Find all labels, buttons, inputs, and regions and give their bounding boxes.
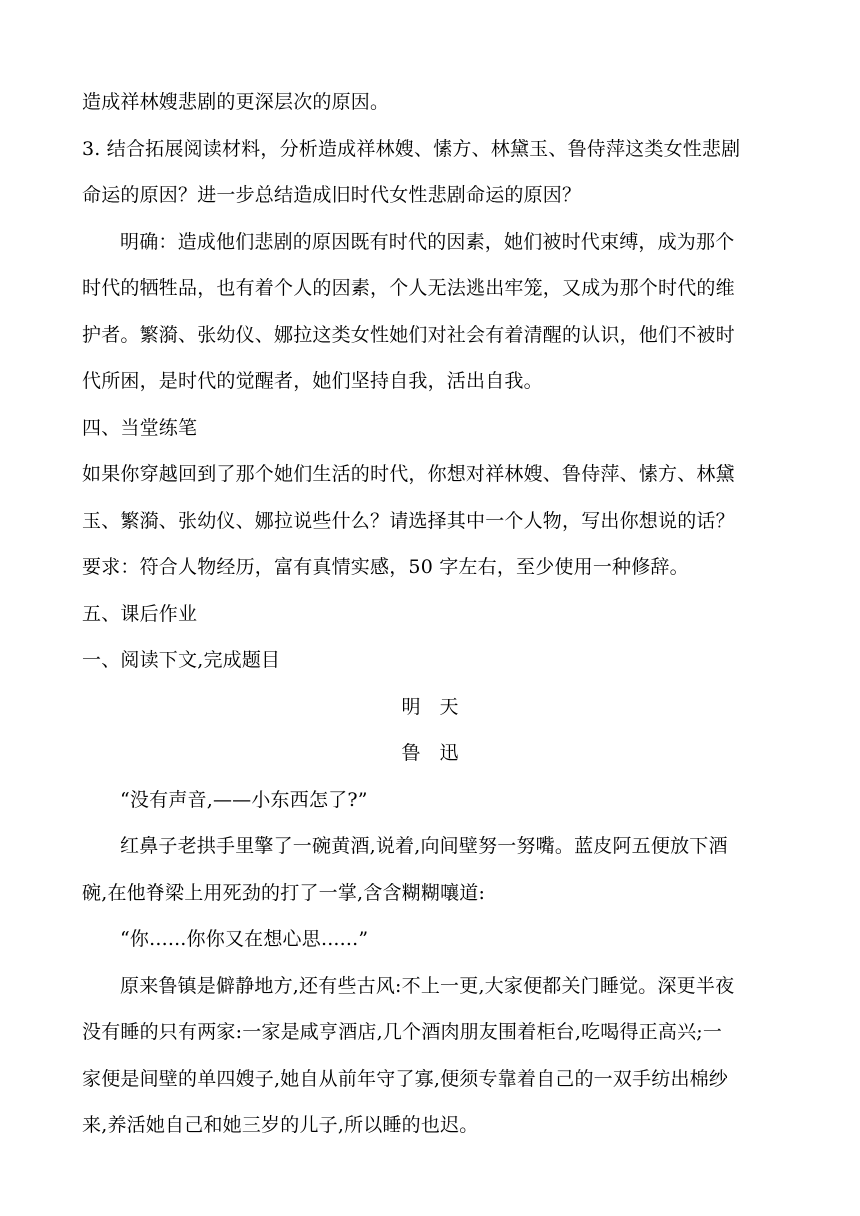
text-line: 护者。繁漪、张幼仪、娜拉这类女性她们对社会有着清醒的认识，他们不被时 [82,324,735,346]
text-line: 命运的原因？进一步总结造成旧时代女性悲剧命运的原因？ [82,184,582,206]
text-line: 如果你穿越回到了那个她们生活的时代，你想对祥林嫂、鲁侍萍、愫方、林黛 [82,463,735,485]
passage-line: 没有睡的只有两家:一家是咸亨酒店,几个酒肉朋友围着柜台,吃喝得正高兴;一 [82,1021,723,1043]
passage-line: 来,养活她自己和她三岁的儿子,所以睡的也迟。 [82,1114,479,1136]
section-heading-5: 五、课后作业 [82,603,198,625]
passage-line: “你......你你又在想心思......” [120,928,369,950]
requirement-line: 要求：符合人物经历，富有真情实感，50 字左右，至少使用一种修辞。 [82,556,689,578]
section-heading-4: 四、当堂练笔 [82,417,198,439]
question-3-line: 3. 结合拓展阅读材料，分析造成祥林嫂、愫方、林黛玉、鲁侍萍这类女性悲剧 [82,138,741,160]
text-line: 时代的牺牲品，也有着个人的因素，个人无法逃出牢笼，又成为那个时代的维 [82,277,735,299]
reading-task-heading: 一、阅读下文,完成题目 [82,649,281,671]
answer-paragraph-line: 明确：造成他们悲剧的原因既有时代的因素，她们被时代束缚，成为那个 [120,231,735,253]
passage-title: 明 天 [401,696,459,718]
passage-line: “没有声音,——小东西怎了?” [120,789,368,811]
passage-line: 原来鲁镇是僻静地方,还有些古风:不上一更,大家便都关门睡觉。深更半夜 [120,975,735,997]
text-line: 代所困，是时代的觉醒者，她们坚持自我，活出自我。 [82,370,543,392]
text-line: 玉、繁漪、张幼仪、娜拉说些什么？请选择其中一个人物，写出你想说的话？ [82,510,735,532]
passage-author: 鲁 迅 [401,742,459,764]
passage-line: 红鼻子老拱手里擎了一碗黄酒,说着,向间壁努一努嘴。蓝皮阿五便放下酒 [120,835,728,857]
passage-line: 碗,在他脊梁上用死劲的打了一掌,含含糊糊嚷道: [82,882,486,904]
passage-line: 家便是间壁的单四嫂子,她自从前年守了寡,便须专靠着自己的一双手纺出棉纱 [82,1068,729,1090]
text-line: 造成祥林嫂悲剧的更深层次的原因。 [82,91,390,113]
